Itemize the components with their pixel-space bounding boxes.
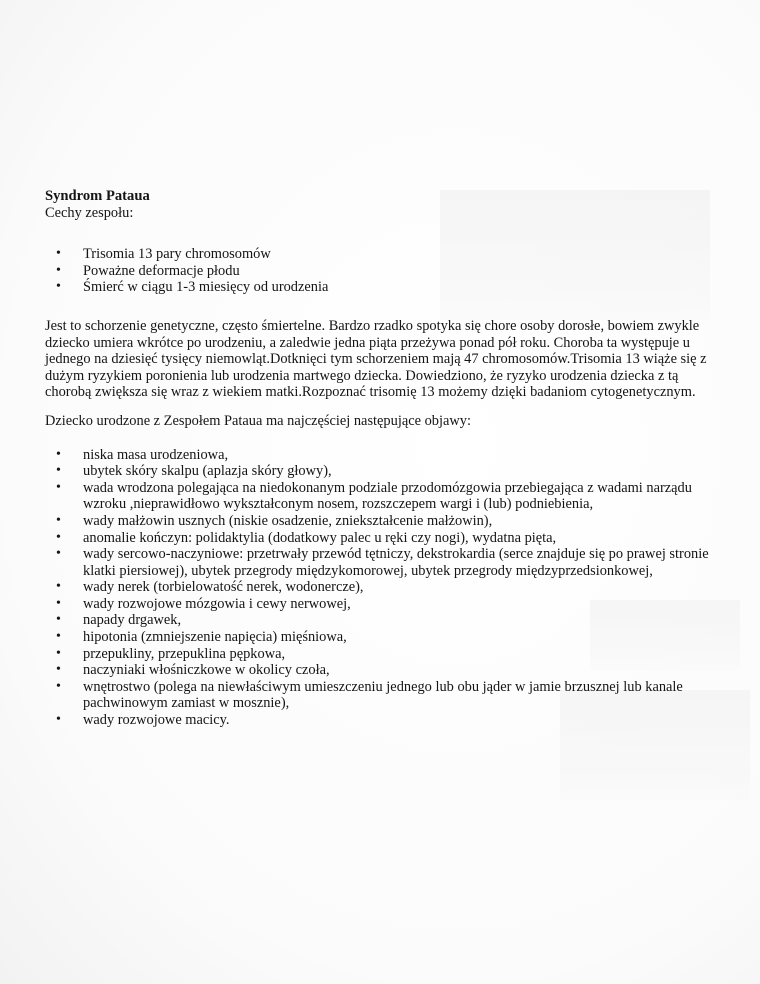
feature-item: • Śmierć w ciągu 1-3 miesięcy od urodzenia	[45, 279, 725, 296]
symptom-item: • przepukliny, przepuklina pępkowa,	[45, 646, 725, 663]
symptom-item: • wady nerek (torbielowatość nerek, wodonercze),	[45, 579, 725, 596]
symptom-item: • wada wrodzona polegająca na niedokonanym podziale przodomózgowia przebiegająca z wadami narządu wzroku ,nieprawidłowo wykształconym nosem, rozszczepem wargi i (lub) podniebienia,	[45, 480, 725, 513]
features-list	[45, 246, 725, 296]
symptom-item: • ubytek skóry skalpu (aplazja skóry głowy),	[45, 463, 725, 480]
symptom-item: • napady drgawek,	[45, 612, 725, 629]
symptoms-list	[45, 447, 725, 729]
symptom-item: • niska masa urodzeniowa,	[45, 447, 725, 464]
symptom-item: • wady sercowo-naczyniowe: przetrwały przewód tętniczy, dekstrokardia (serce znajduje się po prawej stronie klatki piersiowej), ubytek przegrody międzykomorowej, ubytek przegrody międzyprzedsionkowej,	[45, 546, 725, 579]
symptom-item: • hipotonia (zmniejszenie napięcia) mięśniowa,	[45, 629, 725, 646]
symptom-item: • wady rozwojowe mózgowia i cewy nerwowej,	[45, 596, 725, 613]
symptom-item: • wady rozwojowe macicy.	[45, 712, 725, 729]
features-heading: Cechy zespołu:	[45, 204, 134, 221]
feature-item: • Trisomia 13 pary chromosomów	[45, 246, 725, 263]
symptoms-heading: Dziecko urodzone z Zespołem Pataua ma najczęściej następujące objawy:	[45, 412, 471, 429]
document-title: Syndrom Pataua	[45, 188, 150, 204]
document-content	[45, 188, 725, 729]
symptom-item: • anomalie kończyn: polidaktylia (dodatkowy palec u ręki czy nogi), wydatna pięta,	[45, 530, 725, 547]
symptom-item: • wady małżowin usznych (niskie osadzenie, zniekształcenie małżowin),	[45, 513, 725, 530]
description-paragraph: Jest to schorzenie genetyczne, często śmiertelne. Bardzo rzadko spotyka się chore osoby dorosłe, bowiem zwykle dziecko umiera wkrótce po urodzeniu, a zaledwie jedna piąta przeżywa ponad pół roku. Choroba ta występuje u jednego na dziesięć tysięcy niemowląt.Dotknięci tym schorzeniem mają 47 chromosomów.Trisomia 13 wiąże się z dużym ryzykiem poronienia lub urodzenia martwego dziecka. Dowiedziono, że ryzyko urodzenia dziecka z tą chorobą zwiększa się wraz z wiekiem matki.Rozpoznać trisomię 13 możemy dzięki badaniom cytogenetycznym.	[45, 317, 707, 401]
symptom-item: • naczyniaki włośniczkowe w okolicy czoła,	[45, 662, 725, 679]
symptom-item: • wnętrostwo (polega na niewłaściwym umieszczeniu jednego lub obu jąder w jamie brzusznej lub kanale pachwinowym zamiast w mosznie),	[45, 679, 725, 712]
feature-item: • Poważne deformacje płodu	[45, 263, 725, 280]
